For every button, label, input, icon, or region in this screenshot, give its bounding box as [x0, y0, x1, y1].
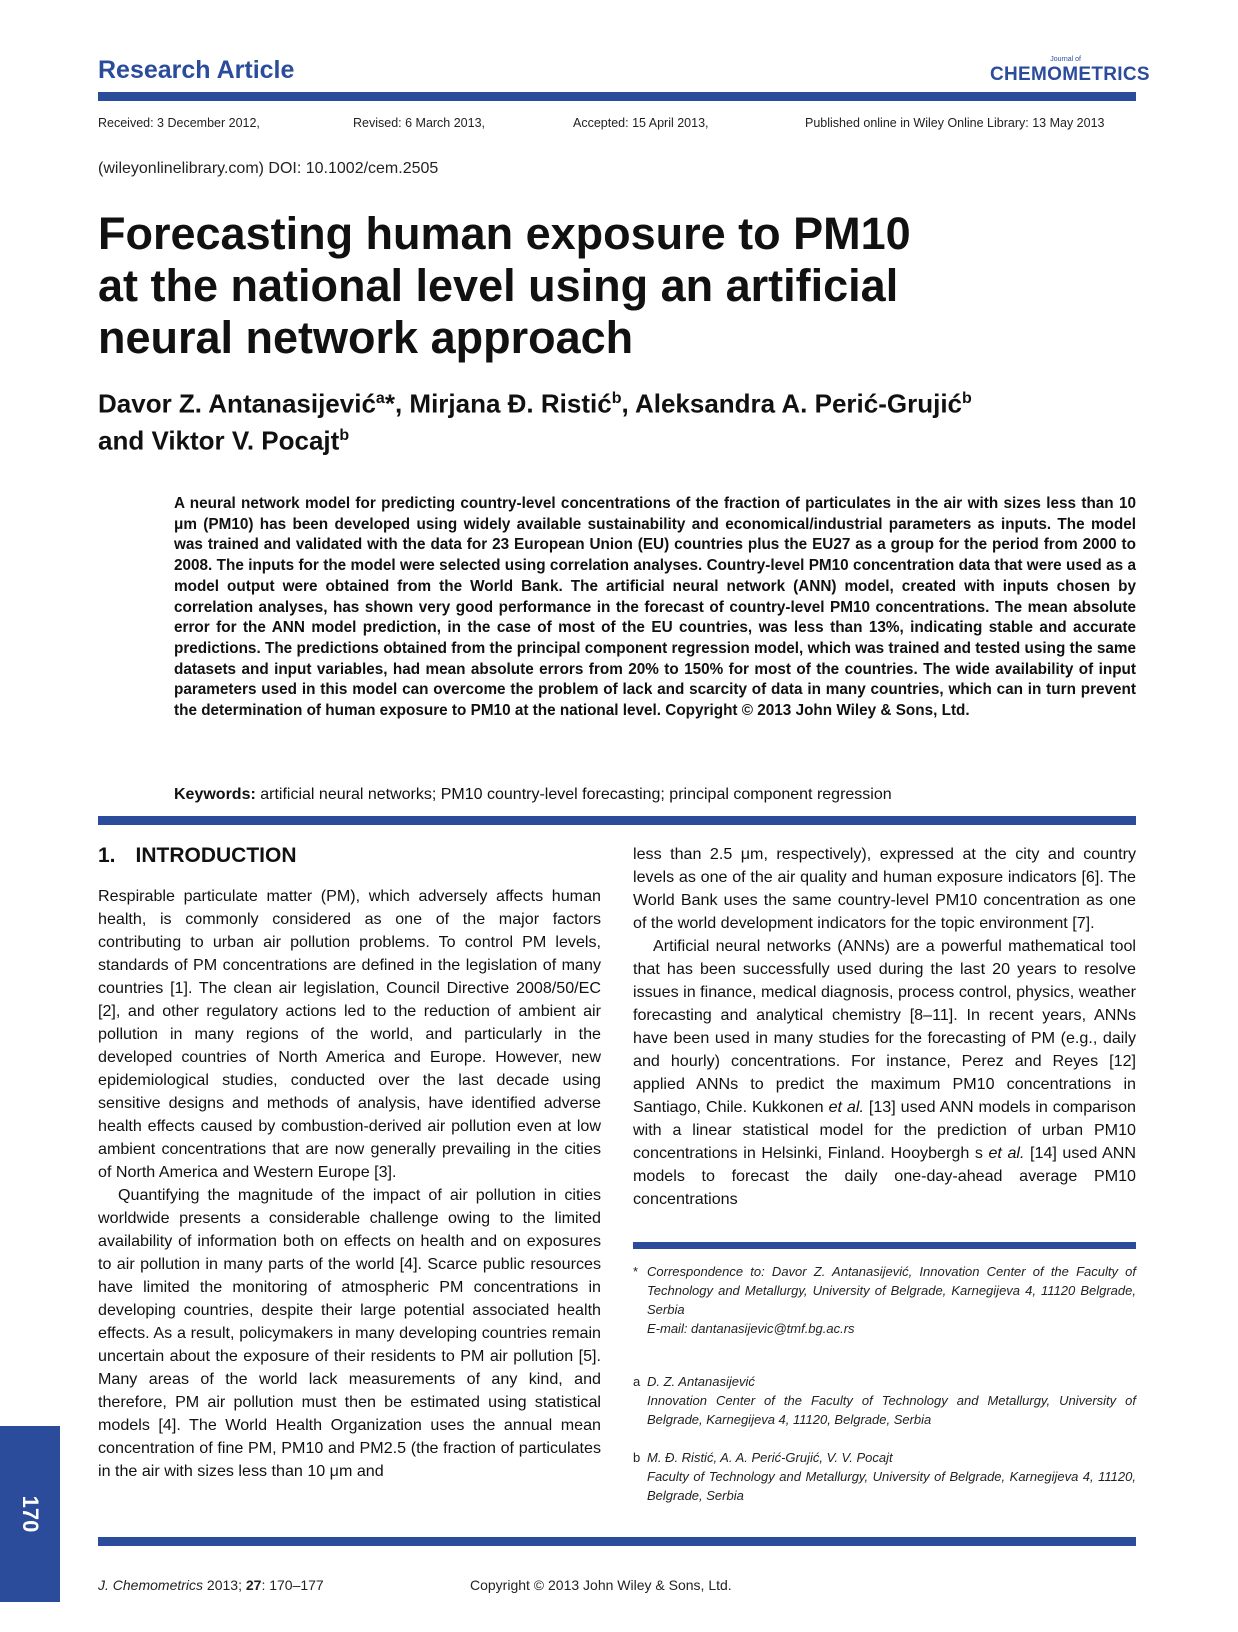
affiliation-mark: b — [962, 390, 972, 407]
paper-title — [98, 208, 998, 364]
affiliation-mark: a — [375, 390, 385, 407]
affiliation-mark: b — [611, 390, 622, 407]
keywords-text: artificial neural networks; PM10 country-level forecasting; principal component regression — [255, 786, 892, 803]
published-date: Published online in Wiley Online Library: 13 May 2013 — [805, 116, 1105, 130]
paragraph: less than 2.5 μm, respectively), expressed at the city and country levels as one of the air quality and human exposure indicators [6]. The World Bank uses the same country-level PM10 concentration as one of the world development indicators for the topic environment [7]. — [633, 845, 1136, 932]
paragraph: Quantifying the magnitude of the impact of air pollution in cities worldwide presents a considerable challenge owing to the limited availability of information both on effects on health and on exposures to air pollution in many parts of the world [4]. Scarce public resources have limited the monitoring of atmospheric PM concentrations in developing countries, despite their large potential associated health effects. As a result, policymakers in many developing countries remain uncertain about the exposure of their residents to PM air pollution [5]. Many areas of the world lack measurements of any kind, and therefore, PM air pollution must then be estimated using statistical models [4]. The World Health Organization uses the annual mean concentration of fine PM, PM10 and PM2.5 (the fraction of particulates in the air with sizes less than 10 μm and — [98, 1186, 601, 1480]
header-rule — [98, 92, 1136, 101]
title-line: at the national level using an artificial — [98, 260, 899, 311]
section-title: INTRODUCTION — [135, 844, 297, 867]
correspondence-text: Correspondence to: Davor Z. Antanasijević, Innovation Center of the Faculty of Technology and Metallurgy, University of Belgrade, Karnegijeva 4, 11120 Belgrade, Serbia — [647, 1264, 1136, 1317]
title-line: Forecasting human exposure to PM10 — [98, 208, 911, 259]
body-column-left — [98, 843, 601, 1483]
abstract-rule — [98, 816, 1136, 825]
abstract: A neural network model for predicting country-level concentrations of the fraction of particulates in the air with sizes less than 10 μm (PM10) has been developed using widely available sustainability and economical/industrial parameters as inputs. The model was trained and validated with the data for 23 European Union (EU) countries plus the EU27 as a group for the period from 2000 to 2008. The inputs for the model were selected using correlation analyses. Country-level PM10 concentration data that were used as a model output were obtained from the World Bank. The artificial neural network (ANN) model, created with inputs chosen by correlation analyses, has shown very good performance in the forecast of country-level PM10 concentrations. The mean absolute error for the ANN model prediction, in the case of most of the EU countries, was less than 13%, indicating stable and accurate predictions. The predictions obtained from the principal component regression model, which was trained and tested using the same datasets and input variables, had mean absolute errors from 20% to 150% for most of the countries. The wide availability of input parameters used in this model can overcome the problem of lack and scarcity of data in many countries, which can in turn prevent the determination of human exposure to PM10 at the national level. Copyright © 2013 John Wiley & Sons, Ltd. — [174, 495, 1136, 720]
footnote-rule — [633, 1242, 1136, 1249]
journal-logo-text: CHEMOMETRICS — [990, 64, 1150, 85]
footer-rule — [98, 1537, 1136, 1546]
paragraph: Artificial neural networks (ANNs) are a powerful mathematical tool that has been successfully used during the last 20 years to resolve issues in finance, medical diagnosis, process control, physics, weather forecasting and analytical chemistry [8–11]. In recent years, ANNs have been used in many studies for the forecasting of PM (e.g., daily and hourly) concentrations. For instance, Perez and Reyes [12] applied ANNs to predict the maximum PM10 concentrations in Santiago, Chile. Kukkonen et al. [13] used ANN models in comparison with a linear statistical model for the prediction of urban PM10 concentrations in Helsinki, Finland. Hooybergh s et al. [14] used ANN models to forecast the daily one-day-ahead average PM10 concentrations — [633, 937, 1136, 1208]
footer-journal-name: J. Chemometrics — [98, 1577, 204, 1593]
section-number: 1. — [98, 844, 116, 867]
footer-copyright: Copyright © 2013 John Wiley & Sons, Ltd. — [470, 1577, 732, 1593]
affiliation-author: M. Đ. Ristić, A. A. Perić-Grujić, V. V. Pocajt — [647, 1450, 893, 1465]
keywords-label: Keywords: — [174, 786, 256, 803]
keywords — [174, 786, 1136, 804]
affiliation-footnote-b — [633, 1448, 1136, 1505]
affiliation-author: D. Z. Antanasijević — [647, 1374, 755, 1389]
author-name: and Viktor V. Pocajt — [98, 425, 340, 456]
revised-date: Revised: 6 March 2013, — [353, 116, 486, 130]
footnote-mark: b — [633, 1450, 641, 1465]
correspondence-footnote — [633, 1262, 1136, 1338]
footnote-mark: a — [633, 1374, 641, 1389]
author-name: Mirjana Đ. Ristić — [409, 388, 612, 419]
doi-line: (wileyonlinelibrary.com) DOI: 10.1002/cem.2505 — [98, 160, 439, 177]
affiliation-text: Faculty of Technology and Metallurgy, University of Belgrade, Karnegijeva 4, 11120, Belgrade, Serbia — [647, 1469, 1136, 1503]
journal-logo — [990, 56, 1150, 86]
author-name: Davor Z. Antanasijević — [98, 388, 376, 419]
title-line: neural network approach — [98, 312, 634, 363]
affiliation-footnote-a — [633, 1372, 1136, 1429]
affiliation-text: Innovation Center of the Faculty of Technology and Metallurgy, University of Belgrade, Karnegijeva 4, 11120, Belgrade, Serbia — [647, 1393, 1136, 1427]
received-date: Received: 3 December 2012, — [98, 116, 260, 130]
journal-logo-small-text: Journal of — [1050, 56, 1081, 63]
body-column-right — [633, 843, 1136, 1211]
paragraph: Respirable particulate matter (PM), which adversely affects human health, is commonly considered as one of the major factors contributing to urban air pollution problems. To control PM levels, standards of PM concentrations are defined in the legislation of many countries [1]. The clean air legislation, Council Directive 2008/50/EC [2], and other regulatory actions led to the reduction of ambient air pollution in many regions of the world, and particularly in the developed countries of North America and Europe. However, new epidemiological studies, conducted over the last decade using sensitive designs and methods of analysis, have identified adverse health effects caused by combustion-derived air pollution even at low ambient concentrations that are now generally prevailing in the cities of North America and Western Europe [3]. — [98, 887, 601, 1181]
accepted-date: Accepted: 15 April 2013, — [573, 116, 709, 130]
section-heading — [98, 843, 601, 869]
corresponding-mark: *, — [384, 388, 403, 419]
footer-volume: 27 — [245, 1577, 262, 1593]
footnote-mark: * — [633, 1264, 639, 1279]
page-number: 170 — [18, 1495, 43, 1533]
author-name: Aleksandra A. Perić-Grujić — [634, 388, 963, 419]
footer-citation: J. Chemometrics 2013; 27: 170–177 — [98, 1577, 324, 1593]
affiliation-mark: b — [339, 426, 350, 444]
article-type-label: Research Article — [98, 56, 295, 84]
correspondence-email: E-mail: dantanasijevic@tmf.bg.ac.rs — [647, 1321, 855, 1336]
author-list: Davor Z. Antanasijević$^a$*, Mirjana Đ. Ristić$^b$, Aleksandra A. Perić-Grujić$^b$ and Viktor V. Pocajt$^b$ — [98, 388, 972, 456]
